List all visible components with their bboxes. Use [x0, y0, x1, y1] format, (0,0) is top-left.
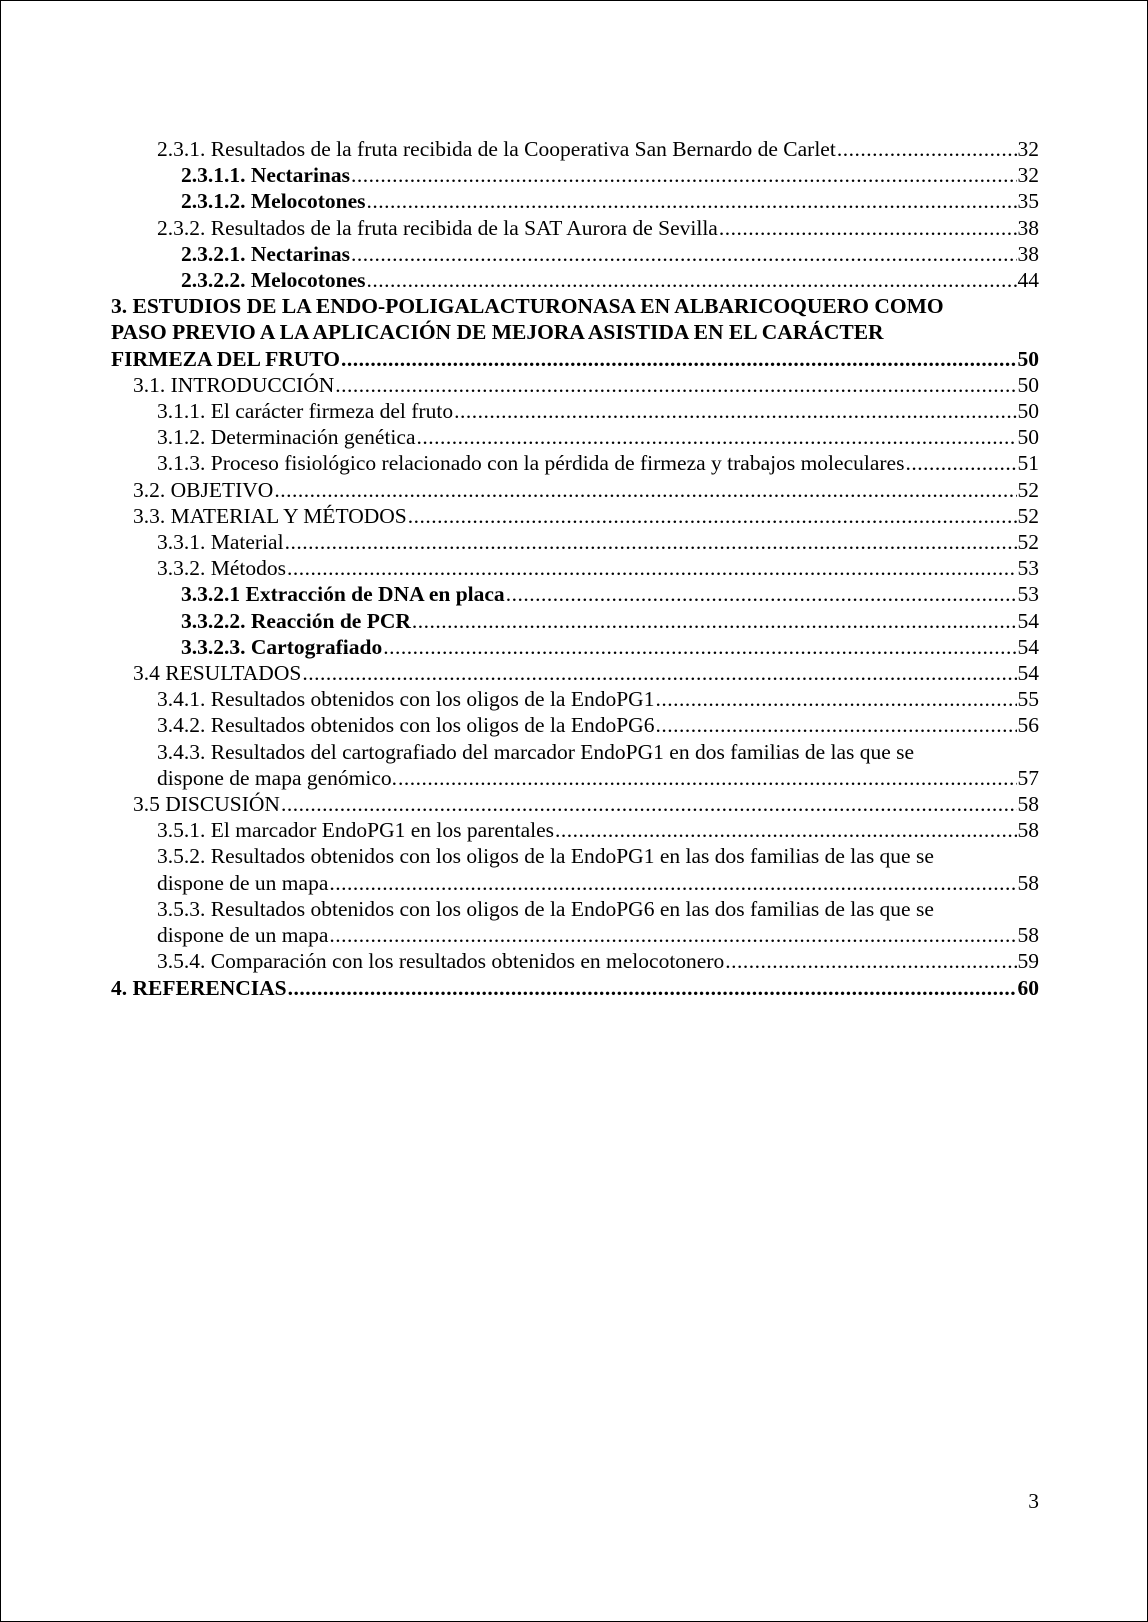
toc-entry-title-line: 3.4.3. Resultados del cartografiado del marcador EndoPG1 en dos familias de las que se [157, 739, 915, 764]
toc-page-number: 44 [1017, 268, 1039, 293]
toc-entry-2-3-2-2[interactable] [181, 267, 1039, 293]
dot-leader [506, 581, 1017, 607]
toc-page-number: 38 [1017, 215, 1039, 240]
toc-page-number: 50 [1017, 372, 1039, 397]
toc-entry-3-5-1[interactable] [157, 817, 1039, 843]
toc-page-number: 50 [1017, 346, 1039, 371]
toc-entry-title: 3.3.2. Métodos [157, 556, 286, 581]
toc-entry-3-3-1[interactable] [157, 529, 1039, 555]
toc-page-number: 35 [1017, 189, 1039, 214]
toc-page-number: 60 [1017, 975, 1039, 1000]
toc-entry-title: FIRMEZA DEL FRUTO [111, 346, 340, 371]
toc-page-number: 53 [1017, 556, 1039, 581]
toc-entry-title: 3.3.1. Material [157, 530, 284, 555]
toc-page-number: 52 [1017, 503, 1039, 528]
toc-entry-title: 3.1. INTRODUCCIÓN [133, 372, 335, 397]
toc-entry-3-3-2-1[interactable] [181, 581, 1039, 607]
toc-page-number: 52 [1017, 530, 1039, 555]
toc-entry-3-3[interactable] [133, 503, 1039, 529]
dot-leader [274, 477, 1016, 503]
toc-entry-title: 2.3.2.2. Melocotones [181, 268, 366, 293]
toc-entry-3-3-2-3[interactable] [181, 634, 1039, 660]
toc-page-number: 59 [1017, 949, 1039, 974]
toc-page-number: 38 [1017, 241, 1039, 266]
toc-entry-title: 3.3. MATERIAL Y MÉTODOS [133, 503, 407, 528]
toc-entry-title: 2.3.2.1. Nectarinas [181, 241, 350, 266]
toc-page-number: 58 [1017, 792, 1039, 817]
dot-leader [725, 948, 1016, 974]
toc-entry-3-4-2[interactable] [157, 712, 1039, 738]
toc-entry-title: 2.3.1.2. Melocotones [181, 189, 366, 214]
toc-entry-title: 3.5 DISCUSIÓN [133, 792, 280, 817]
dot-leader [287, 555, 1017, 581]
toc-entry-3-1-3[interactable] [157, 450, 1039, 476]
dot-leader [905, 450, 1016, 476]
toc-page-number: 54 [1017, 634, 1039, 659]
toc-entry-2-3-2-1[interactable] [181, 241, 1039, 267]
table-of-contents [1, 136, 1148, 1001]
toc-page-number: 58 [1017, 923, 1039, 948]
toc-entry-title: 3.5.1. El marcador EndoPG1 en los parentales [157, 818, 555, 843]
toc-page-number: 54 [1017, 661, 1039, 686]
toc-entry-title-line: 3. ESTUDIOS DE LA ENDO-POLIGALACTURONASA EN ALBARICOQUERO COMO [111, 294, 944, 319]
toc-entry-3-1[interactable] [133, 372, 1039, 398]
toc-entry-title: 3.4 RESULTADOS [133, 661, 302, 686]
toc-entry-title: 3.1.1. El carácter firmeza del fruto [157, 399, 454, 424]
toc-entry-3-2[interactable] [133, 477, 1039, 503]
dot-leader [367, 188, 1017, 214]
toc-entry-chapter-4[interactable] [111, 975, 1039, 1001]
toc-entry-2-3-1[interactable] [157, 136, 1039, 162]
dot-leader [329, 870, 1016, 896]
toc-entry-title: 3.4.2. Resultados obtenidos con los oligos de la EndoPG6 [157, 713, 655, 738]
toc-entry-3-4-1[interactable] [157, 686, 1039, 712]
toc-entry-title: 3.4.1. Resultados obtenidos con los oligos de la EndoPG1 [157, 687, 655, 712]
toc-entry-title: dispone de un mapa [157, 870, 329, 895]
toc-entry-3-5-4[interactable] [157, 948, 1039, 974]
toc-entry-3-5-3[interactable] [157, 896, 1039, 948]
toc-page-number: 32 [1017, 163, 1039, 188]
toc-entry-title: 3.1.3. Proceso fisiológico relacionado con la pérdida de firmeza y trabajos moleculares [157, 451, 905, 476]
dot-leader [351, 241, 1017, 267]
dot-leader [555, 817, 1016, 843]
dot-leader [285, 529, 1017, 555]
toc-entry-3-1-2[interactable] [157, 424, 1039, 450]
toc-entry-3-5-2[interactable] [157, 843, 1039, 895]
toc-entry-title: 2.3.2. Resultados de la fruta recibida de la SAT Aurora de Sevilla [157, 215, 718, 240]
toc-entry-3-3-2-2[interactable] [181, 608, 1039, 634]
dot-leader [351, 162, 1017, 188]
toc-entry-title: 3.1.2. Determinación genética [157, 425, 416, 450]
toc-entry-3-3-2[interactable] [157, 555, 1039, 581]
dot-leader [408, 503, 1017, 529]
toc-entry-2-3-1-2[interactable] [181, 188, 1039, 214]
page-number: 3 [1028, 1489, 1039, 1513]
toc-page-number: 53 [1017, 582, 1039, 607]
toc-entry-2-3-1-1[interactable] [181, 162, 1039, 188]
toc-entry-title: 3.5.4. Comparación con los resultados obtenidos en melocotonero [157, 949, 725, 974]
toc-entry-title: dispone de un mapa [157, 923, 329, 948]
dot-leader [383, 634, 1016, 660]
toc-entry-title: 3.2. OBJETIVO [133, 477, 274, 502]
toc-entry-title: dispone de mapa genómico. [157, 765, 398, 790]
dot-leader [281, 791, 1017, 817]
dot-leader [367, 267, 1017, 293]
toc-page-number: 50 [1017, 399, 1039, 424]
toc-page-number: 51 [1017, 451, 1039, 476]
toc-page-number: 54 [1017, 608, 1039, 633]
toc-page-number: 55 [1017, 687, 1039, 712]
toc-page-number: 56 [1017, 713, 1039, 738]
dot-leader [398, 765, 1016, 791]
toc-entry-title-line: 3.5.2. Resultados obtenidos con los oligos de la EndoPG1 en las dos familias de las que se [157, 844, 934, 869]
dot-leader [412, 608, 1017, 634]
toc-entry-title: 4. REFERENCIAS [111, 975, 287, 1000]
dot-leader [288, 975, 1017, 1001]
toc-entry-title: 3.3.2.2. Reacción de PCR [181, 608, 411, 633]
dot-leader [335, 372, 1016, 398]
toc-entry-3-5[interactable] [133, 791, 1039, 817]
dot-leader [341, 346, 1017, 372]
dot-leader [417, 424, 1017, 450]
dot-leader [302, 660, 1016, 686]
dot-leader [655, 712, 1016, 738]
toc-entry-title: 2.3.1.1. Nectarinas [181, 163, 350, 188]
toc-entry-3-4-3[interactable] [157, 739, 1039, 791]
toc-page-number: 58 [1017, 870, 1039, 895]
toc-page-number: 50 [1017, 425, 1039, 450]
dot-leader [655, 686, 1016, 712]
toc-page-number: 58 [1017, 818, 1039, 843]
toc-entry-chapter-3[interactable] [111, 293, 1039, 372]
toc-page-number: 32 [1017, 137, 1039, 161]
toc-entry-title: 2.3.1. Resultados de la fruta recibida de la Cooperativa San Bernardo de Carlet [157, 137, 836, 161]
toc-entry-title: 3.3.2.1 Extracción de DNA en placa [181, 582, 505, 607]
dot-leader [837, 136, 1017, 162]
toc-page-number: 57 [1017, 765, 1039, 790]
toc-entry-3-1-1[interactable] [157, 398, 1039, 424]
toc-entry-title: 3.3.2.3. Cartografiado [181, 634, 383, 659]
toc-entry-2-3-2[interactable] [157, 215, 1039, 241]
dot-leader [719, 215, 1017, 241]
toc-page-number: 52 [1017, 477, 1039, 502]
toc-entry-3-4[interactable] [133, 660, 1039, 686]
dot-leader [329, 922, 1016, 948]
dot-leader [454, 398, 1016, 424]
toc-entry-title-line: 3.5.3. Resultados obtenidos con los oligos de la EndoPG6 en las dos familias de las que se [157, 896, 934, 921]
toc-entry-title-line: PASO PREVIO A LA APLICACIÓN DE MEJORA ASISTIDA EN EL CARÁCTER [111, 320, 884, 345]
